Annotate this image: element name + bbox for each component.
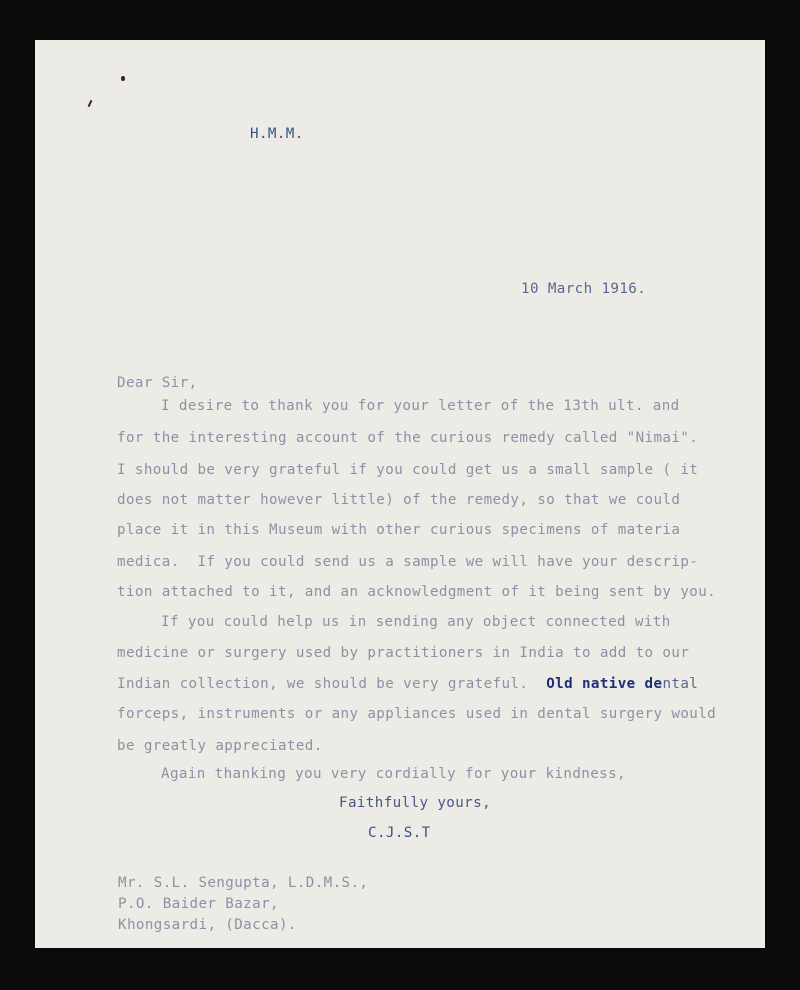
address-line: P.O. Baider Bazar, [118, 896, 279, 912]
body-line: If you could help us in sending any object connected with [161, 614, 671, 630]
signature-initials: C.J.S.T [368, 825, 431, 841]
address-line: Mr. S.L. Sengupta, L.D.M.S., [118, 875, 369, 891]
body-line: be greatly appreciated. [117, 738, 323, 754]
body-line: medicine or surgery used by practitioners in India to add to our [117, 645, 690, 661]
highlighted-text: Old native de [546, 676, 663, 692]
body-line: forceps, instruments or any appliances used in dental surgery would [117, 706, 717, 722]
body-text: ntal [662, 676, 699, 692]
body-line: tion attached to it, and an acknowledgment of it being sent by you. [117, 584, 717, 600]
body-line [117, 677, 698, 691]
body-line: medica. If you could send us a sample we will have your descrip- [117, 554, 699, 570]
closing: Faithfully yours, [339, 795, 492, 811]
body-text: Indian collection, we should be very grateful. [117, 676, 547, 692]
body-line: for the interesting account of the curious remedy called "Nimai". [117, 430, 699, 446]
salutation: Dear Sir, [117, 375, 198, 391]
body-line: does not matter however little) of the remedy, so that we could [117, 492, 681, 508]
address-line: Khongsardi, (Dacca). [118, 917, 297, 933]
letter-header: H.M.M. [250, 126, 304, 142]
body-line: I should be very grateful if you could get us a small sample ( it [117, 462, 699, 478]
letter-date: 10 March 1916. [521, 281, 647, 297]
body-line: I desire to thank you for your letter of the 13th ult. and [161, 398, 680, 414]
body-line: place it in this Museum with other curious specimens of materia [117, 522, 681, 538]
ink-spot [121, 76, 125, 81]
body-line: Again thanking you very cordially for your kindness, [161, 766, 626, 782]
